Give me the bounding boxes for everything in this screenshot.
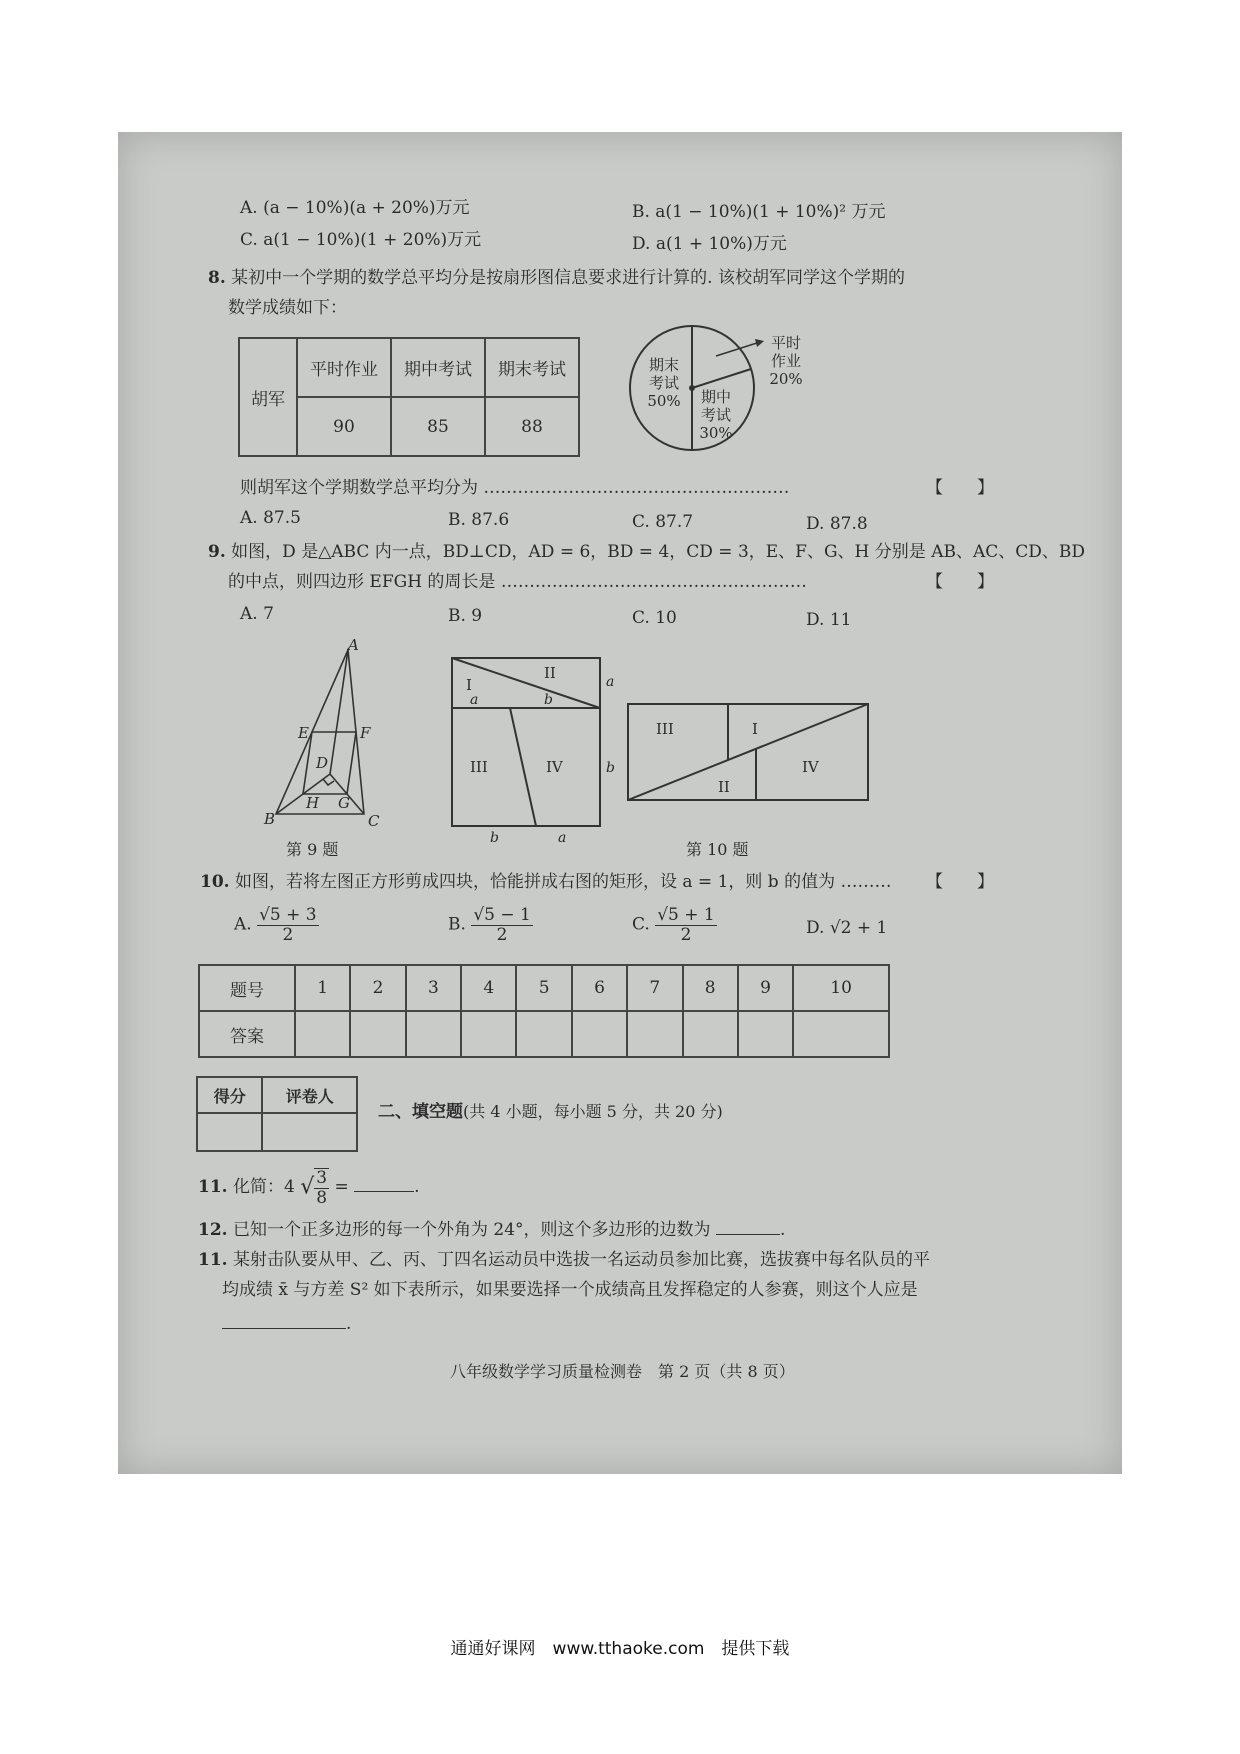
region-label: IV — [546, 758, 563, 776]
answer-cell[interactable] — [350, 1011, 405, 1057]
q10-option-d: D. √2 + 1 — [806, 918, 888, 938]
rectangle-cut — [628, 704, 868, 800]
q12-answer-blank[interactable] — [716, 1234, 780, 1235]
q9-figure-caption: 第 9 题 — [286, 840, 339, 859]
question-number-cell: 1 — [295, 965, 350, 1011]
answer-cell[interactable] — [793, 1011, 889, 1057]
point-label-d: D — [316, 754, 329, 772]
q8-student-name: 胡军 — [239, 338, 297, 456]
q8-option: D. 87.8 — [806, 514, 868, 534]
question-number-cell: 2 — [350, 965, 405, 1011]
q13-stem-line2: 均成绩 x̄ 与方差 S² 如下表所示，如果要选择一个成绩高且发挥稳定的人参赛，则这个人应是 — [222, 1280, 918, 1300]
q13-answer-blank[interactable] — [222, 1328, 346, 1329]
q7-option-d: D. a(1 + 10%)万元 — [632, 234, 787, 254]
answer-cell[interactable] — [295, 1011, 350, 1057]
fraction: $\frac{√5 + 3}{2}$ — [259, 905, 317, 945]
pie-divider — [692, 369, 751, 388]
q13-stem-line1: 11. 某射击队要从甲、乙、丙、丁四名运动员中选拔一名运动员参加比赛，选拔赛中每名队员的平 — [198, 1250, 930, 1270]
q9-option: A. 7 — [240, 604, 274, 624]
region-label: IV — [802, 758, 819, 776]
pie-label: 考试 — [648, 374, 680, 392]
pie-label: 作业 — [770, 352, 802, 370]
q11-number: 11. — [198, 1177, 228, 1198]
region-label: II — [544, 664, 556, 682]
q9-stem-line1: 9. 如图，D 是△ABC 内一点，BD⊥CD，AD = 6，BD = 4，CD = 3，E、F、G、H 分别是 AB、AC、CD、BD — [208, 542, 1086, 562]
point-label-b: B — [264, 810, 276, 828]
q13-answer-line: . — [222, 1316, 351, 1333]
q10-figure-caption: 第 10 题 — [686, 840, 749, 859]
q10-square-rectangle-figure — [448, 652, 888, 846]
q8-option: A. 87.5 — [240, 508, 301, 528]
pie-percent: 50% — [647, 392, 681, 410]
question-number-cell: 8 — [683, 965, 738, 1011]
square-cut — [510, 708, 536, 826]
region-label: I — [752, 720, 758, 738]
q8-question: 则胡军这个学期数学总平均分为 ……………………………………………… — [240, 478, 790, 498]
point-label-e: E — [298, 724, 309, 742]
side-label-a: a — [558, 830, 567, 846]
q10-option-c: C. $\frac{√5 + 1}{2}$ — [632, 905, 715, 945]
q11-answer-blank[interactable] — [354, 1191, 414, 1192]
q9-option: B. 9 — [448, 606, 483, 626]
side-label-b: b — [606, 760, 615, 776]
point-label-f: F — [360, 724, 371, 742]
q9-answer-bracket: 【 】 — [926, 572, 994, 592]
answer-cell[interactable] — [406, 1011, 461, 1057]
q8-stem-line1: 8. 某初中一个学期的数学总平均分是按扇形图信息要求进行计算的. 该校胡军同学这个学期的 — [208, 268, 905, 288]
answer-table-answer-label: 答案 — [199, 1011, 295, 1057]
q8-score: 90 — [297, 397, 391, 456]
score-label: 得分 — [197, 1077, 262, 1113]
scanned-exam-page — [118, 132, 1122, 1474]
side-label-b: b — [490, 830, 499, 846]
q10-stem: 10. 如图，若将左图正方形剪成四块，恰能拼成右图的矩形，设 a = 1，则 b 的值为 ……… — [200, 872, 892, 892]
q9-option: D. 11 — [806, 610, 852, 630]
point-label-a: A — [348, 636, 359, 654]
q8-header: 平时作业 — [297, 338, 391, 397]
region-label: III — [470, 758, 488, 776]
q9-option: C. 10 — [632, 608, 677, 628]
pie-label: 平时 — [770, 334, 802, 352]
answer-cell[interactable] — [683, 1011, 738, 1057]
q9-number: 9. — [208, 542, 226, 562]
point-label-c: C — [368, 812, 380, 830]
pie-pointer-arrow — [716, 342, 760, 356]
answer-cell[interactable] — [461, 1011, 516, 1057]
q10-option-b: B. $\frac{√5 - 1}{2}$ — [448, 905, 531, 945]
side-label-b: b — [544, 692, 553, 708]
q12: 12. 已知一个正多边形的每一个外角为 24°，则这个多边形的边数为 . — [198, 1220, 786, 1240]
side-label-a: a — [470, 692, 479, 708]
q8-option: B. 87.6 — [448, 510, 510, 530]
q13-number: 11. — [198, 1250, 228, 1270]
fraction: $\frac{3}{8}$ — [316, 1168, 328, 1208]
score-grader-box — [196, 1076, 358, 1152]
q8-score: 88 — [485, 397, 579, 456]
pie-label: 考试 — [700, 406, 732, 424]
region-label: II — [718, 778, 730, 796]
q12-number: 12. — [198, 1220, 228, 1240]
fraction: $\frac{√5 + 1}{2}$ — [657, 905, 715, 945]
site-footer: 通通好课网 www.tthaoke.com 提供下载 — [450, 1639, 790, 1659]
page-footer: 八年级数学学习质量检测卷 第 2 页（共 8 页） — [450, 1362, 795, 1381]
section2-heading — [378, 1104, 723, 1121]
answer-cell[interactable] — [738, 1011, 793, 1057]
q7-option-a: A. (a − 10%)(a + 20%)万元 — [240, 198, 470, 218]
answer-cell[interactable] — [572, 1011, 627, 1057]
q8-answer-bracket: 【 】 — [926, 478, 994, 498]
q8-pie-chart — [588, 320, 818, 460]
pie-percent: 30% — [699, 424, 733, 442]
question-number-cell: 7 — [627, 965, 682, 1011]
sqrt-sign: √ — [300, 1174, 315, 1200]
question-number-cell: 4 — [461, 965, 516, 1011]
question-number-cell: 10 — [793, 965, 889, 1011]
region-label: I — [466, 676, 472, 694]
section2-subtitle: (共 4 小题，每小题 5 分，共 20 分) — [463, 1102, 723, 1121]
q10-answer-bracket: 【 】 — [926, 872, 994, 892]
grader-label: 评卷人 — [262, 1077, 357, 1113]
answer-cell[interactable] — [627, 1011, 682, 1057]
q8-header: 期末考试 — [485, 338, 579, 397]
point-label-h: H — [306, 794, 320, 812]
q10-option-a: A. $\frac{√5 + 3}{2}$ — [234, 905, 317, 945]
pie-center — [689, 385, 695, 391]
question-number-cell: 3 — [406, 965, 461, 1011]
q8-stem-line2: 数学成绩如下： — [228, 298, 347, 318]
q10-number: 10. — [200, 872, 230, 892]
q7-option-b: B. a(1 − 10%)(1 + 10%)² 万元 — [632, 202, 886, 222]
q8-header: 期中考试 — [391, 338, 485, 397]
q9-stem-line2: 的中点，则四边形 EFGH 的周长是 ……………………………………………… — [228, 572, 807, 592]
answer-cell[interactable] — [516, 1011, 571, 1057]
q8-score: 85 — [391, 397, 485, 456]
right-angle-mark — [323, 779, 334, 785]
point-label-g: G — [338, 794, 350, 812]
q8-score-table — [238, 337, 580, 457]
answer-table — [198, 964, 890, 1058]
grader-cell[interactable] — [262, 1113, 357, 1151]
q8-option: C. 87.7 — [632, 512, 694, 532]
section2-title: 二、填空题 — [378, 1102, 463, 1122]
answer-table-header-label: 题号 — [199, 965, 295, 1011]
question-number-cell: 6 — [572, 965, 627, 1011]
q11: 11. 化简：4 √ $\frac{3}{8}$ = . — [198, 1168, 420, 1208]
region-label: III — [656, 720, 674, 738]
pie-label: 期中 — [700, 388, 732, 406]
question-number-cell: 5 — [516, 965, 571, 1011]
q7-option-c: C. a(1 − 10%)(1 + 20%)万元 — [240, 230, 482, 250]
side-label-a: a — [606, 674, 615, 690]
question-number-cell: 9 — [738, 965, 793, 1011]
pie-pointer-arrowhead — [755, 339, 764, 347]
q9-triangle-figure — [258, 636, 408, 834]
fraction: $\frac{√5 - 1}{2}$ — [473, 905, 531, 945]
score-cell[interactable] — [197, 1113, 262, 1151]
q8-number: 8. — [208, 268, 226, 288]
pie-label: 期末 — [648, 356, 680, 374]
pie-percent: 20% — [769, 370, 803, 388]
